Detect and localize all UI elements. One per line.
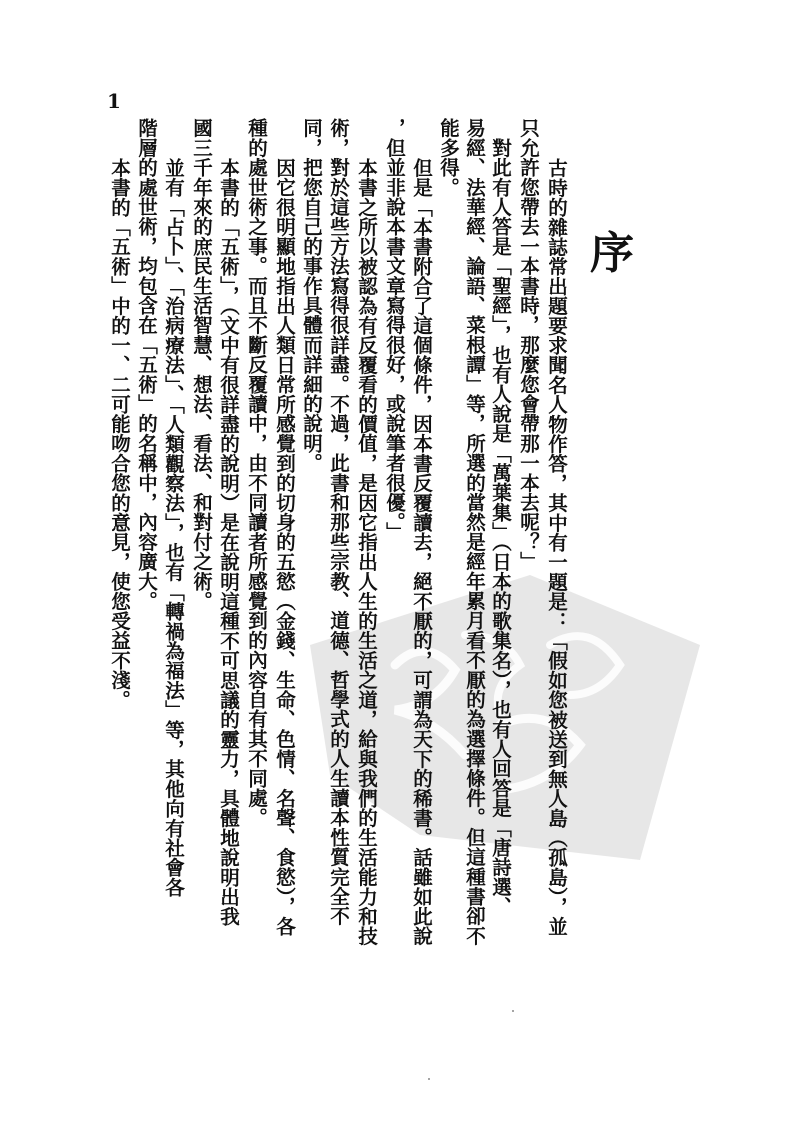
text-column: 但是「本書附合了這個條件，因本書反覆讀去，絕不厭的，可謂為天下的稀書。話雖如此說: [410, 138, 433, 946]
page-title: 序: [590, 228, 634, 279]
text-column: 對此有人答是「聖經」，也有人說是「萬葉集」（日本的歌集名），也有人回答是「唐詩選、: [489, 118, 512, 917]
text-column: 因它很明顯地指出人類日常所感覺到的切身的五慾（金錢、生命、色情、名聲、食慾），各: [273, 138, 296, 936]
text-column: 能多得。: [437, 118, 460, 197]
text-column: 古時的雜誌常出題要求聞名人物作答，其中有一題是：「假如您被送到無人島（孤島），並: [545, 158, 568, 937]
text-column: 並有「占卜」、「治病療法」、「人類觀察法」，也有「轉禍為福法」等，其他向有社會各: [162, 138, 185, 897]
page-number: 1: [107, 89, 121, 113]
text-column: 同，把您自己的事作具體而詳細的說明。: [300, 118, 323, 473]
scan-speck: [512, 1010, 514, 1012]
scan-speck: [428, 1078, 430, 1080]
text-column: 易經、法華經、論語、菜根譚」等，所選的當然是經年累月看不厭的為選擇條件。但這種書卻不: [463, 118, 486, 946]
text-column: 階層的處世術，均包含在「五術」的名稱中，內容廣大。: [135, 118, 158, 611]
text-column: 本書的「五術」，（文中有很詳盡的說明）是在說明這種不可思議的靈力，具體地說明出我: [217, 138, 240, 927]
text-column: ，但並非說本書文章寫得很好，或說筆者很優。」: [383, 118, 406, 542]
text-column: 本書之所以被認為有反覆看的價值，是因它指出人生的生活之道，給與我們的生活能力和技: [355, 138, 378, 946]
text-column: 術，對於這些方法寫得很詳盡。不過，此書和那些宗教、道德、哲學式的人生讀本性質完全不: [327, 118, 350, 926]
text-column: 只允許您帶去一本書時，那麼您會帶那一本去呢？」: [517, 118, 540, 572]
text-column: 國三千年來的庶民生活智慧、想法、看法、和對付之術。: [190, 118, 213, 611]
text-column: 種的處世術之事。而且不斷反覆讀中，由不同讀者所感覺到的內容自有其不同處。: [245, 118, 268, 828]
vertical-text-body: [0, 118, 785, 1018]
text-column: 本書的「五術」中的一、二可能吻合您的意見，使您受益不淺。: [108, 138, 131, 710]
